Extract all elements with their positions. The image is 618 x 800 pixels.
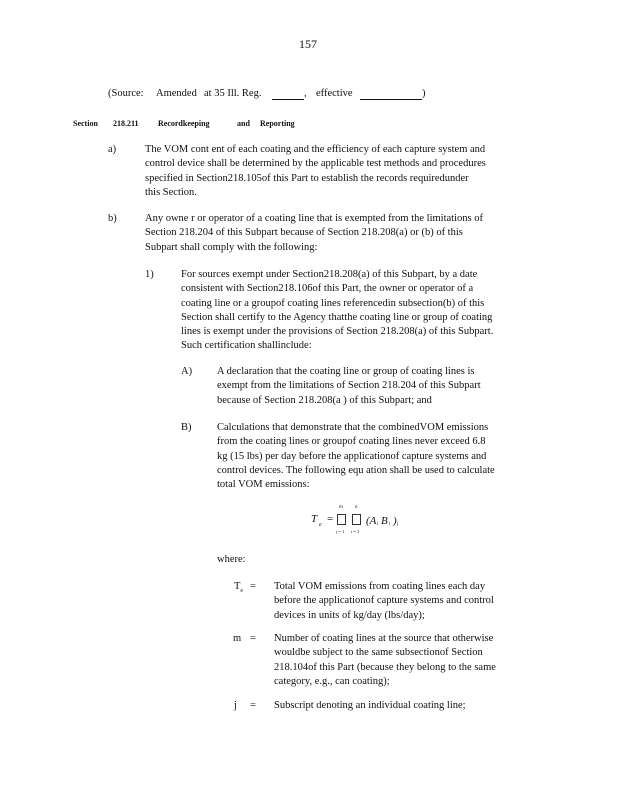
equation-term-sub-i2: i: [389, 522, 391, 527]
para-A-line: exempt from the limitations of Section 218.204 of this Subpart: [217, 380, 481, 392]
para-1-line: For sources exempt under Section218.208(a) of this Subpart, by a date: [181, 269, 478, 280]
para-B-line: from the coating lines or groupof coating lines never exceed 6.8: [217, 436, 486, 448]
para-a-line: control device shall be determined by the applicable test methods and procedures: [145, 158, 486, 170]
sum-symbol-icon: [352, 514, 361, 525]
section-title-and: and: [237, 119, 250, 128]
sum-bottom-j: j = 1: [336, 529, 345, 534]
def-line: 218.104of this Part (because they belong to the same: [274, 661, 496, 673]
para-A-line: A declaration that the coating line or group of coating lines is: [217, 366, 475, 377]
page-number: 157: [299, 37, 317, 51]
section-title-recordkeeping: Recordkeeping: [158, 119, 210, 128]
para-B-line: control devices. The following equ ation shall be used to calculate: [217, 464, 495, 476]
source-prefix: (Source:: [108, 88, 144, 99]
def-line: Total VOM emissions from coating lines each day: [274, 581, 486, 592]
para-A-label: A): [181, 366, 193, 377]
def-line: Number of coating lines at the source that otherwise: [274, 633, 494, 644]
def-line: Subscript denoting an individual coating line;: [274, 700, 466, 711]
section-word: Section: [73, 119, 98, 128]
para-A-line: because of Section 218.208(a ) of this Subpart; and: [217, 394, 432, 406]
para-B-line: total VOM emissions:: [217, 479, 310, 491]
para-1-text: [181, 268, 535, 354]
def-line: wouldbe subject to the same subsectionof Section: [274, 647, 483, 659]
sum-symbol-icon: [337, 514, 346, 525]
def-symbol-m: m: [233, 633, 242, 644]
para-b-label: b): [108, 213, 117, 224]
section-number: 218.211: [113, 119, 139, 128]
equation-equals: =: [327, 513, 334, 525]
register-blank: [272, 89, 304, 100]
para-b-line: Subpart shall comply with the following:: [145, 241, 318, 253]
def-equals: =: [250, 633, 256, 644]
para-B-line: Calculations that demonstrate that the combinedVOM emissions: [217, 422, 489, 433]
def-j-text: [274, 699, 524, 713]
def-symbol-te: $T_e$: [234, 581, 244, 595]
source-comma: ,: [304, 88, 307, 99]
para-a-line: specified in Section218.105of this Part to establish the records requiredunder: [145, 172, 469, 184]
equation-term-sub-i: i: [377, 522, 379, 527]
equation-lhs-sub: e: [319, 522, 322, 528]
def-line: category, e.g., can coating);: [274, 675, 390, 687]
def-line: devices in units of kg/day (lbs/day);: [274, 609, 425, 621]
para-B-label: B): [181, 422, 192, 433]
effective-blank: [360, 89, 422, 100]
para-1-line: consistent with Section218.106of this Part, the owner or operator of a: [181, 283, 474, 295]
para-A-text: [217, 365, 517, 408]
para-1-line: Such certification shallinclude:: [181, 340, 312, 352]
para-b-line: Section 218.204 of this Subpart because of Section 218.208(a) or (b) of this: [145, 227, 463, 239]
where-label: where:: [217, 554, 246, 565]
para-a-label: a): [108, 144, 117, 155]
sum-top-n: n: [355, 505, 358, 510]
sum-top-m: m: [339, 505, 343, 510]
equation-term-close: ): [393, 515, 397, 527]
para-a-text: [145, 143, 535, 200]
def-line: before the applicationof capture systems and control: [274, 595, 494, 607]
para-1-line: lines is exempt under the provisions of Section 218.208(a) of this Subpart.: [181, 326, 494, 338]
para-1-label: 1): [145, 269, 154, 280]
def-te-text: [274, 580, 522, 623]
equation-term-a: (A: [366, 515, 377, 527]
para-1-line: coating line or a groupof coating lines referencedin subsection(b) of this: [181, 297, 485, 309]
equation-lhs: T: [311, 513, 318, 525]
source-register: at 35 Ill. Reg.: [204, 88, 262, 99]
source-effective: effective: [316, 88, 353, 99]
def-m-text: [274, 632, 526, 689]
sum-bottom-i: i = 1: [351, 529, 360, 534]
para-1-line: Section shall certify to the Agency thatthe coating line or group of coating: [181, 311, 493, 323]
para-B-line: kg (15 lbs) per day before the applicationof capture systems and: [217, 450, 487, 462]
section-title-reporting: Reporting: [260, 119, 295, 128]
def-symbol-j: j: [234, 700, 237, 711]
def-equals: =: [250, 700, 256, 711]
source-close: ): [422, 88, 426, 99]
equation-term-b: B: [381, 515, 388, 527]
def-equals: =: [250, 581, 256, 592]
para-a-line: The VOM cont ent of each coating and the efficiency of each capture system and: [145, 144, 486, 155]
para-b-line: Any owne r or operator of a coating line that is exempted from the limitations of: [145, 213, 483, 224]
source-amended: Amended: [156, 88, 197, 99]
para-B-text: [217, 421, 529, 492]
equation-term-sub-j: j: [397, 522, 399, 527]
para-b-text: [145, 212, 535, 255]
para-a-line: this Section.: [145, 186, 197, 198]
